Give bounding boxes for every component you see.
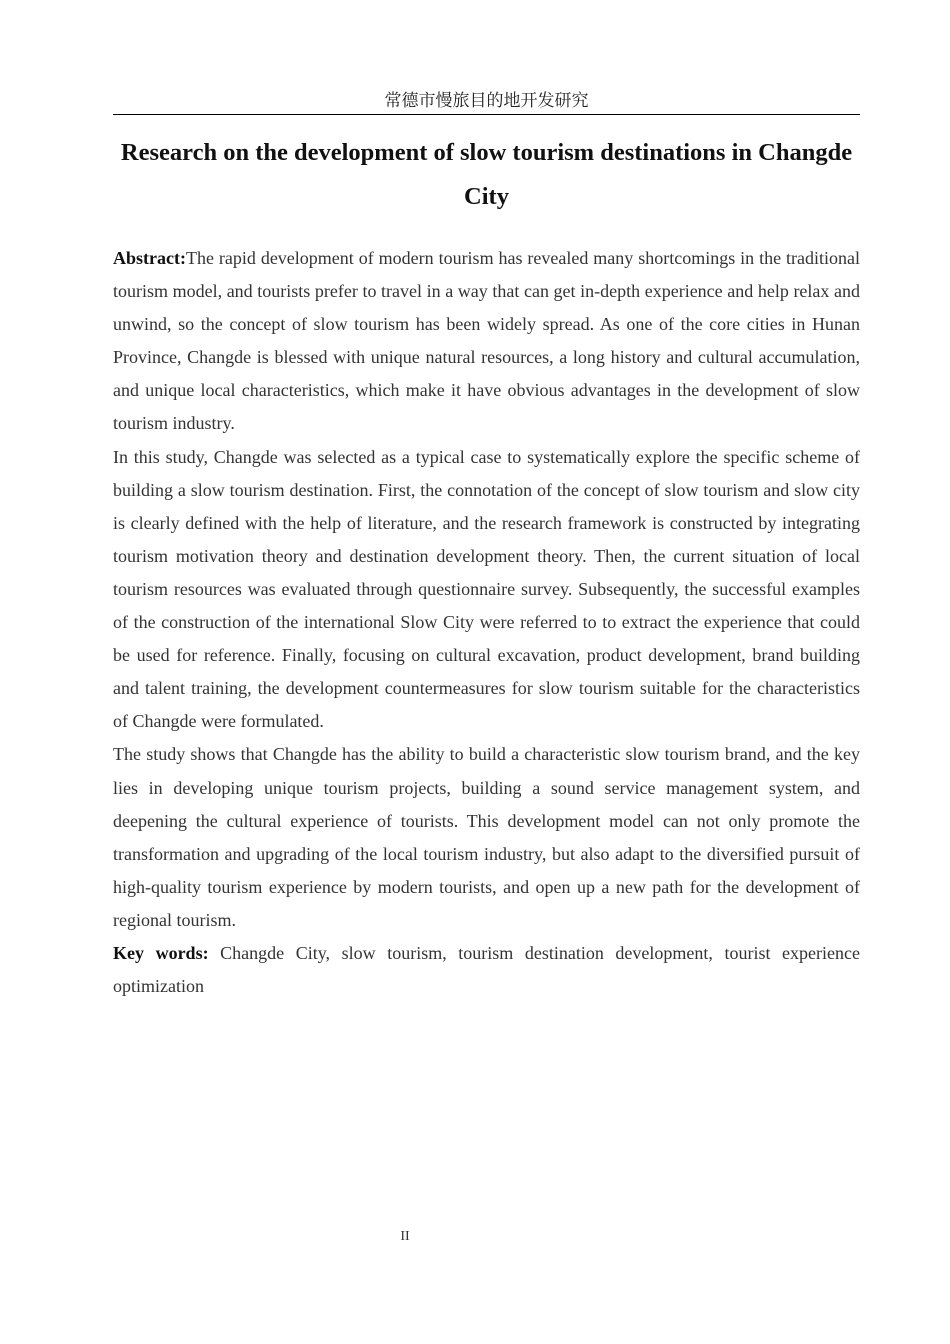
running-header: 常德市慢旅目的地开发研究 (113, 89, 860, 115)
abstract-section (113, 242, 860, 1003)
abstract-paragraph-1-text: The rapid development of modern tourism has revealed many shortcomings in the traditional tourism model, and tourists prefer to travel in a way that can get in-depth experience and help relax and unwind, so the concept of slow tourism has been widely spread. As one of the core cities in Hunan Province, Changde is blessed with unique natural resources, a long history and cultural accumulation, and unique local characteristics, which make it have obvious advantages in the development of slow tourism industry. (113, 248, 860, 434)
abstract-paragraph-3: The study shows that Changde has the ability to build a characteristic slow tourism brand, and the key lies in developing unique tourism projects, building a sound service management system, and deepening the cultural experience of tourists. This development model can not only promote the transformation and upgrading of the local tourism industry, but also adapt to the diversified pursuit of high-quality tourism experience by modern tourists, and open up a new path for the development of regional tourism. (113, 744, 860, 930)
keywords-text: Changde City, slow tourism, tourism destination development, tourist experience optimization (113, 942, 861, 997)
keywords-label: Key words: (113, 942, 209, 963)
abstract-paragraph-1 (113, 242, 860, 441)
abstract-label: Abstract: (113, 248, 186, 268)
abstract-paragraph-2: In this study, Changde was selected as a typical case to systematically explore the specific scheme of building a slow tourism destination. First, the connotation of the concept of slow tourism and slow city is clearly defined with the help of literature, and the research framework is constructed by integrating tourism motivation theory and destination development theory. Then, the current situation of local tourism resources was evaluated through questionnaire survey. Subsequently, the successful examples of the construction of the international Slow City were referred to to extract the experience that could be used for reference. Finally, focusing on cultural excavation, product development, brand building and talent training, the development countermeasures for slow tourism suitable for the characteristics of Changde were formulated. (113, 446, 860, 732)
page-title: Research on the development of slow tourism destinations in Changde City (120, 139, 853, 210)
keywords-paragraph (113, 937, 860, 1003)
page-number: II (400, 1229, 410, 1244)
